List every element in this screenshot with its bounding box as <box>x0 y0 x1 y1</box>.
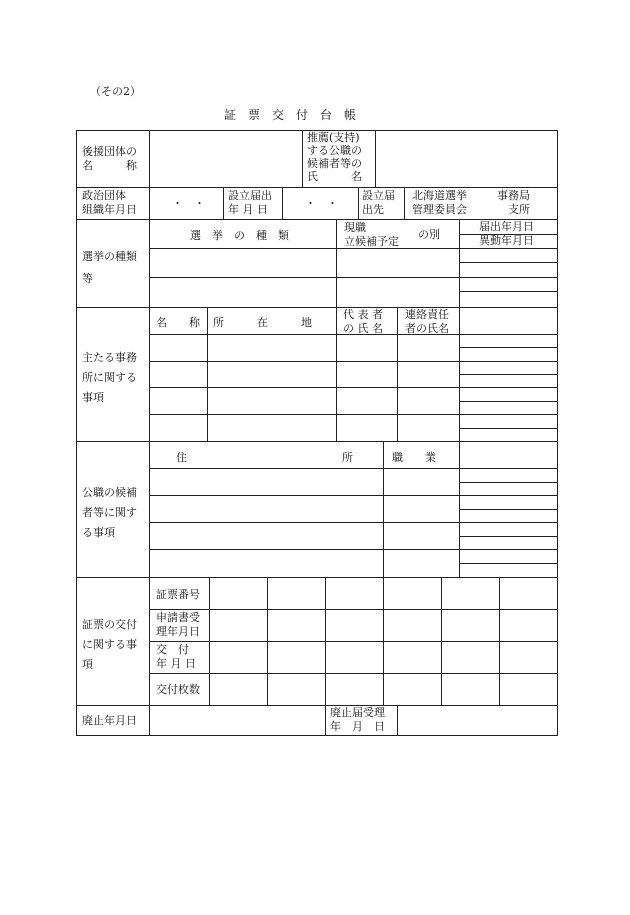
row-line <box>149 609 558 610</box>
group-name-label: 後援団体の 名 称 <box>82 145 137 172</box>
cell-divider <box>223 187 224 219</box>
row-line <box>459 291 558 292</box>
contact-person-header: 連絡責任 者の氏名 <box>405 308 449 335</box>
cell-divider <box>336 219 337 307</box>
cell-divider <box>336 307 337 441</box>
row-line <box>459 509 558 510</box>
row-line <box>149 641 558 642</box>
candidate-section-label: 公職の候補 者等に関す る事項 <box>82 486 137 539</box>
row-line <box>149 522 558 523</box>
candidate-status-header: 現職 立候補予定 <box>344 221 399 248</box>
row-line <box>149 468 558 469</box>
org-date-value: ・ ・ <box>172 197 205 210</box>
office-location-header: 所 在 地 <box>213 316 312 329</box>
filing-date-header: 届出年月日 異動年月日 <box>479 220 534 247</box>
cell-divider <box>404 187 405 219</box>
application-receipt-label: 申請書受 理年月日 <box>156 611 200 638</box>
cell-divider <box>302 130 303 187</box>
row-line <box>149 549 558 550</box>
row-line <box>459 262 558 263</box>
issue-date-label: 交 付 年 月 日 <box>156 643 196 670</box>
cell-divider <box>397 705 398 736</box>
row-line <box>459 563 558 564</box>
org-date-label: 政治団体 組織年月日 <box>82 189 137 216</box>
notification-destination-label: 設立届 出先 <box>362 189 395 216</box>
row-line <box>149 361 558 362</box>
notification-date-value: ・ ・ <box>305 197 338 210</box>
representative-header: 代 表 者 の 氏 名 <box>343 308 383 335</box>
row-line <box>459 277 558 278</box>
row-line <box>459 536 558 537</box>
candidate-name-label: 推薦(支持) する公職の 候補者等の 氏 名 <box>307 131 362 183</box>
cell-divider <box>397 307 398 441</box>
cell-divider <box>383 441 384 577</box>
abolition-receipt-label: 廃止届受理 年 月 日 <box>330 706 385 733</box>
row-line <box>459 248 558 249</box>
row-line <box>459 374 558 375</box>
row-line <box>149 248 459 249</box>
candidate-status-suffix: の別 <box>418 228 440 241</box>
election-type-header: 選 挙 の 種 類 <box>190 229 289 242</box>
label-column-divider <box>149 130 150 736</box>
cell-divider <box>358 187 359 219</box>
cell-divider <box>207 307 208 441</box>
branch-office-label: 事務局 支所 <box>497 189 530 216</box>
row-line <box>149 414 558 415</box>
election-commission-label: 北海道選挙 管理委員会 <box>412 189 467 216</box>
page-label: （その2） <box>90 85 141 98</box>
election-section-label: 選挙の種類 等 <box>82 250 137 285</box>
row-line <box>149 277 459 278</box>
row-line <box>149 673 558 674</box>
address-header-right: 所 <box>342 451 353 464</box>
office-name-header: 名 称 <box>156 316 200 329</box>
row-line <box>149 387 558 388</box>
issue-count-label: 交付枚数 <box>156 683 200 696</box>
cell-divider <box>282 187 283 219</box>
cell-divider <box>325 705 326 736</box>
occupation-header: 職 業 <box>392 451 436 464</box>
cell-divider <box>375 130 376 187</box>
office-section-label: 主たる事務 所に関する 事項 <box>82 351 137 404</box>
document-title: 証 票 交 付 台 帳 <box>224 108 357 122</box>
voucher-section-label: 証票の交付 に関する事 項 <box>82 618 137 671</box>
voucher-number-label: 証票番号 <box>156 588 200 601</box>
row-line <box>459 401 558 402</box>
address-header-left: 住 <box>176 451 187 464</box>
row-line <box>149 495 558 496</box>
abolition-date-label: 廃止年月日 <box>82 714 137 727</box>
row-line <box>459 428 558 429</box>
cell-divider <box>459 219 460 307</box>
notification-date-label: 設立届出 年 月 日 <box>228 189 272 216</box>
row-line <box>459 482 558 483</box>
row-line <box>459 347 558 348</box>
